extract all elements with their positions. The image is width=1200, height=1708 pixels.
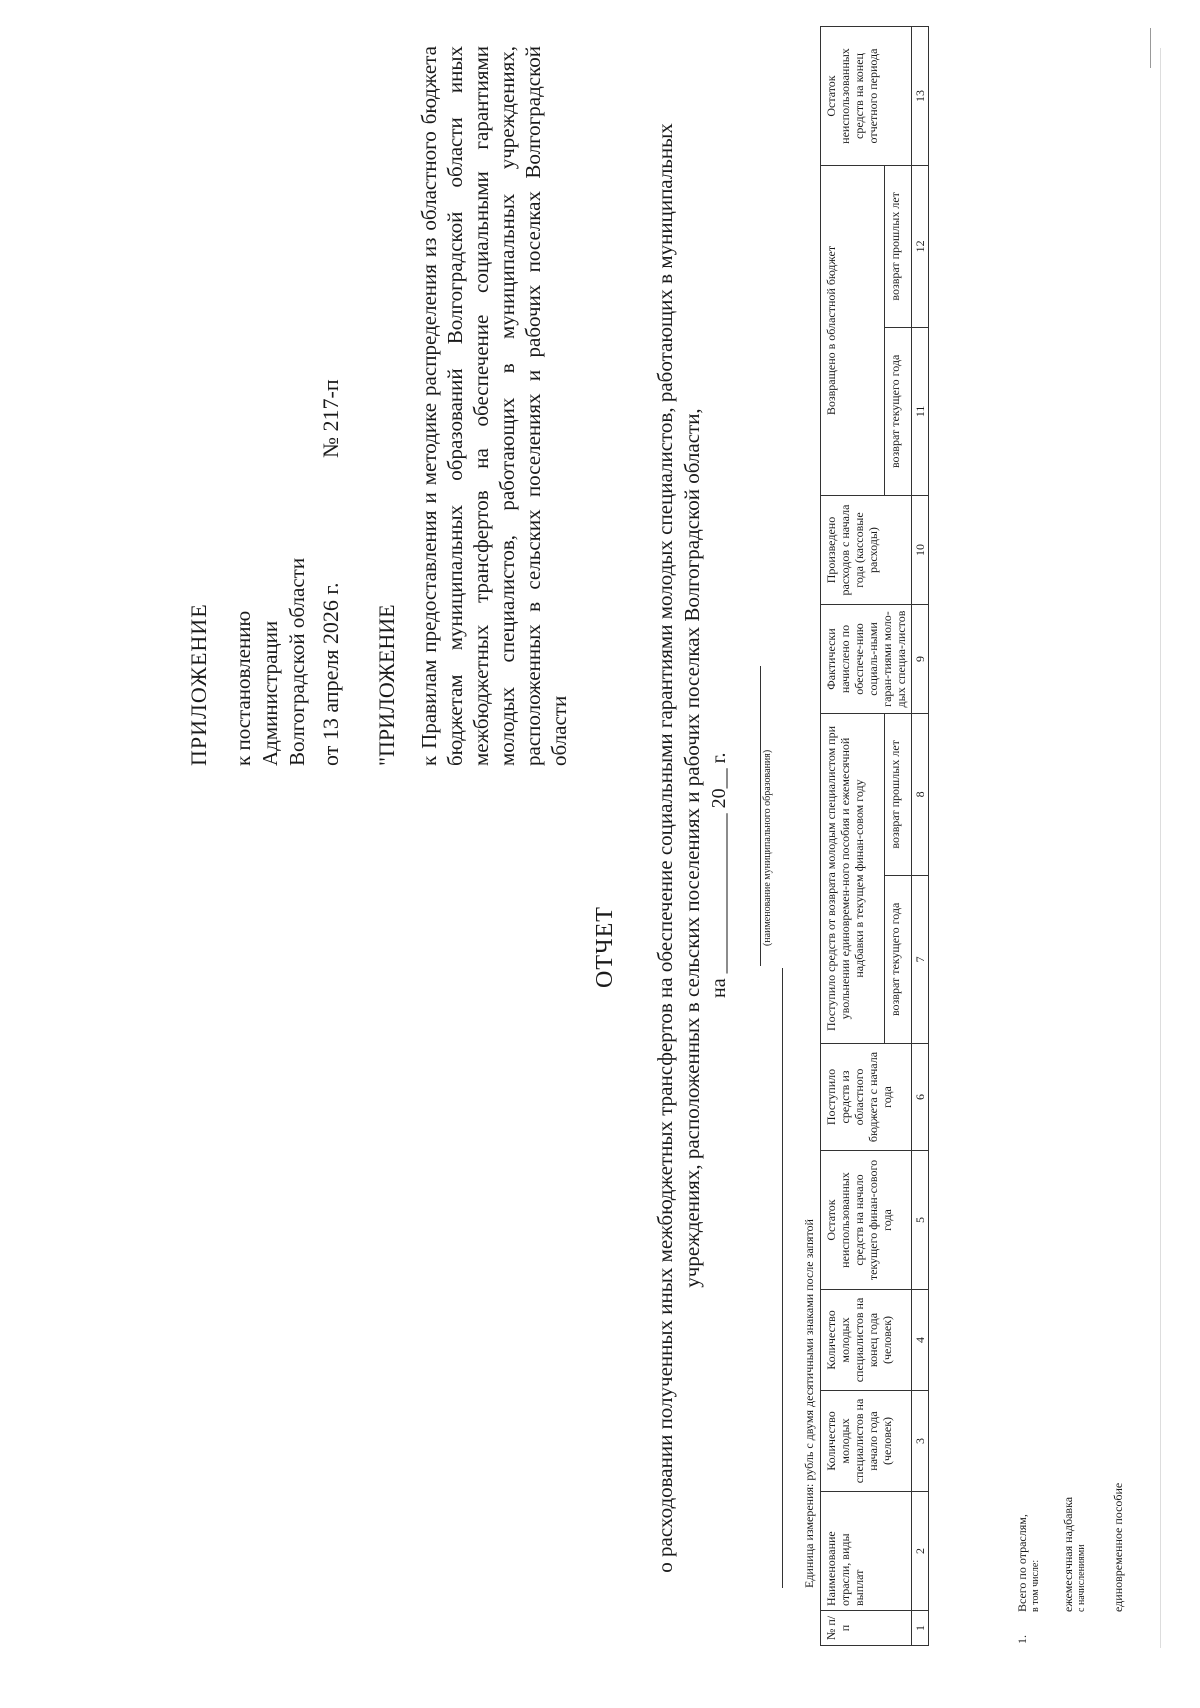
header-cell-name: Наименование отрасли, виды выплат: [821, 1492, 912, 1611]
header-cell-return-past: возврат прошлых лет: [884, 714, 911, 876]
row-number: 1.: [1015, 1635, 1029, 1644]
scan-artifact: [1160, 48, 1161, 1648]
column-number: 10: [912, 496, 929, 605]
report-subject: о расходовании полученных иных межбюджетных трансфертов на обеспечение социальными гарантиями молодых специалистов, работающих в муниципальных учреждениях, расположенных в сельских поселениях и рабочих поселках Волгоградской области,: [653, 123, 704, 1573]
header-cell-returned-past: возврат прошлых лет: [884, 166, 911, 328]
to-resolution-line: к постановлению: [231, 610, 255, 766]
resolution-date: от 13 апреля 2026 г.: [318, 582, 343, 766]
column-number-row: [912, 27, 929, 1646]
row-label-total: Всего по отраслям,: [1015, 1514, 1029, 1612]
header-cell-returned-current: возврат текущего года: [884, 327, 911, 495]
rules-reference-text: к Правилам предоставления и методике распределения из областного бюджета бюджетам муниципальных образований Волгоградской области иных межбюджетных трансфертов на обеспечение социальными гарантиями молодых специалистов, работающих в муниципальных учреждениях, расположенных в сельских поселениях и рабочих поселках Волгоградской области: [417, 46, 571, 766]
report-date-line: на ________________ 20__ г.: [708, 752, 730, 998]
scan-artifact: [1150, 28, 1151, 68]
header-cell-balance-start: Остаток неиспользованных средств на начало текущего финан-сового года: [821, 1151, 912, 1290]
column-number: 11: [912, 327, 929, 495]
units-separator: [782, 968, 783, 1588]
header-cell-return-current: возврат текущего года: [884, 875, 911, 1043]
column-number: 3: [912, 1391, 929, 1492]
municipality-caption: (наименование муниципального образования): [762, 749, 773, 946]
header-cell-count-end: Количество молодых специалистов на конец года (человек): [821, 1290, 912, 1391]
resolution-number: № 217-п: [318, 379, 343, 458]
municipality-underline: [760, 666, 761, 966]
row-label-monthly: ежемесячная надбавка: [1061, 1496, 1075, 1612]
units-note: Единица измерения: рубль с двумя десятичными знаками после запятой: [802, 1219, 816, 1588]
administration-line: Администрации: [258, 620, 282, 766]
region-line: Волгоградской области: [285, 557, 309, 766]
report-table: [820, 26, 929, 1646]
appendix-quote-heading: "ПРИЛОЖЕНИЕ: [374, 604, 399, 766]
column-number: 2: [912, 1492, 929, 1611]
row-label-total-sub: в том числе:: [1030, 1559, 1041, 1612]
header-cell-received-returns: Поступило средств от возврата молодым специалистом при увольнении единовремен-ного пособия и ежемесячной надбавки в текущем финан-совом году: [821, 714, 885, 1044]
column-number: 9: [912, 605, 929, 714]
header-cell-accrued: Фактически начислено по обеспече-нию социаль-ными гаран-тиями моло-дых специа-листов: [821, 605, 912, 714]
column-number: 8: [912, 714, 929, 876]
column-number: 1: [912, 1611, 929, 1646]
header-cell-received-regional: Поступило средств из областного бюджета с начала года: [821, 1044, 912, 1151]
header-cell-count-start: Количество молодых специалистов на начало года (человек): [821, 1391, 912, 1492]
header-cell-balance-end: Остаток неиспользованных средств на конец отчетного периода: [821, 27, 912, 166]
row-label-monthly-sub: с начислениями: [1076, 1544, 1087, 1612]
column-number: 12: [912, 166, 929, 328]
appendix-heading: ПРИЛОЖЕНИЕ: [186, 603, 211, 766]
column-number: 6: [912, 1044, 929, 1151]
header-cell-expenses: Произведено расходов с начала года (кассовые расходы): [821, 496, 912, 605]
resolution-reference: [230, 558, 311, 766]
column-number: 4: [912, 1290, 929, 1391]
column-number: 5: [912, 1151, 929, 1290]
report-title: ОТЧЕТ: [592, 906, 618, 988]
column-number: 13: [912, 27, 929, 166]
header-cell-returned-regional: Возвращено в областной бюджет: [821, 166, 885, 496]
column-number: 7: [912, 875, 929, 1043]
header-cell-number: № п/п: [821, 1611, 912, 1646]
row-label-lump-sum: единовременное пособие: [1111, 1482, 1125, 1612]
